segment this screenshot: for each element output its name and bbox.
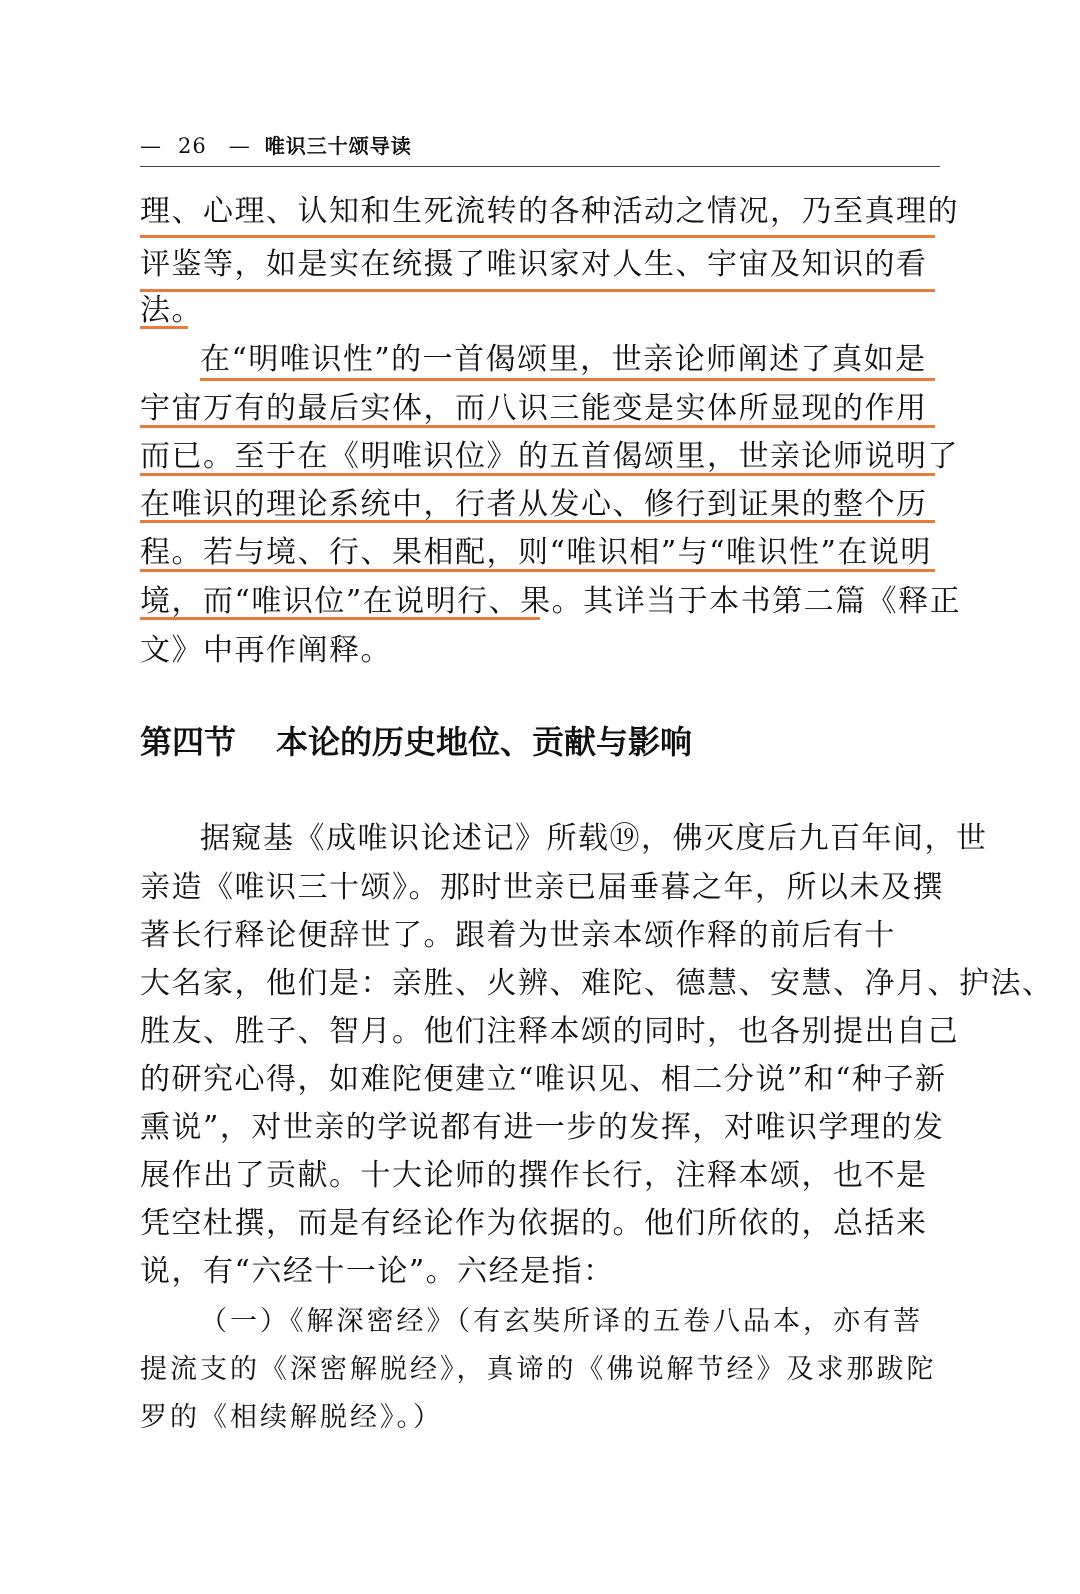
text-line: 评鉴等，如是实在统摄了唯识家对人生、宇宙及知识的看 (140, 247, 928, 282)
text-line: 据窥基《成唯识论述记》所载⑲，佛灭度后九百年间，世 (200, 821, 988, 856)
text-line: 凭空杜撰，而是有经论作为依据的。他们所依的，总括来 (140, 1206, 928, 1241)
text-line: 文》中再作阐释。 (140, 633, 392, 668)
header-dash: — (228, 134, 251, 158)
highlight-underline (140, 617, 540, 620)
header-dash: — (140, 134, 162, 158)
text-line: 亲造《唯识三十颂》。那时世亲已届垂暮之年，所以未及撰 (140, 870, 944, 905)
highlight-underline (140, 326, 188, 329)
page-header (140, 130, 940, 166)
text-line: 法。 (140, 293, 203, 328)
text-line: 罗的《相续解脱经》。） (140, 1402, 443, 1433)
text-line: 熏说”，对世亲的学说都有进一步的发挥，对唯识学理的发 (140, 1110, 945, 1145)
text-line: （一）《解深密经》（有玄奘所译的五卷八品本，亦有菩 (200, 1306, 923, 1337)
text-line: 程。若与境、行、果相配，则“唯识相”与“唯识性”在说明 (140, 535, 932, 570)
text-line: 胜友、胜子、智月。他们注释本颂的同时，也各别提出自己 (140, 1014, 959, 1049)
highlight-underline (140, 569, 935, 572)
text-line: 而已。至于在《明唯识位》的五首偈颂里，世亲论师说明了 (140, 439, 959, 474)
highlight-underline (140, 520, 935, 523)
section-title: 本论的历史地位、贡献与影响 (276, 723, 693, 761)
text-line: 的研究心得，如难陀便建立“唯识见、相二分说”和“种子新 (140, 1062, 947, 1097)
text-line: 理、心理、认知和生死流转的各种活动之情况，乃至真理的 (140, 194, 959, 229)
text-line: 说，有“六经十一论”。六经是指： (140, 1254, 615, 1289)
page-number: 26 (178, 134, 207, 158)
text-line: 大名家，他们是：亲胜、火辨、难陀、德慧、安慧、净月、护法、 (140, 966, 1054, 1001)
text-line: 在“明唯识性”的一首偈颂里，世亲论师阐述了真如是 (200, 342, 927, 377)
book-title: 唯识三十颂导读 (264, 134, 412, 158)
text-line: 提流支的《深密解脱经》，真谛的《佛说解节经》及求那跋陀 (140, 1354, 937, 1385)
header-rule (140, 166, 940, 167)
section-number: 第四节 (140, 723, 237, 761)
text-line: 境，而“唯识位”在说明行、果。其详当于本书第二篇《释正 (140, 584, 962, 619)
text-line: 展作出了贡献。十大论师的撰作长行，注释本颂，也不是 (140, 1158, 928, 1193)
text-line: 在唯识的理论系统中，行者从发心、修行到证果的整个历 (140, 487, 928, 522)
text-line: 宇宙万有的最后实体，而八识三能变是实体所显现的作用 (140, 391, 928, 426)
text-line: 著长行释论便辞世了。跟着为世亲本颂作释的前后有十 (140, 918, 896, 953)
section-heading (140, 712, 940, 772)
